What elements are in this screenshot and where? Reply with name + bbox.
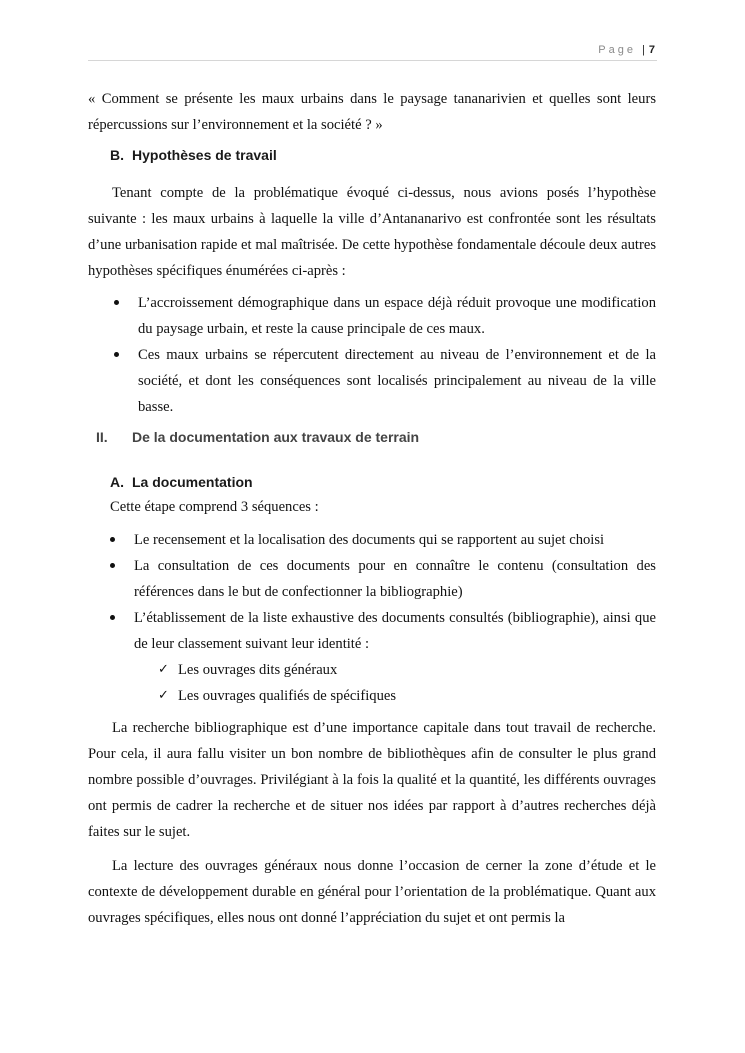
list-item	[110, 527, 656, 553]
bullet-icon	[110, 537, 115, 542]
heading-hypotheses-label: B.	[110, 147, 124, 163]
list-item	[158, 683, 656, 709]
heading-hypotheses-title: Hypothèses de travail	[132, 147, 277, 163]
heading-documentation	[110, 471, 656, 493]
list-item-text: La consultation de ces documents pour en connaître le contenu (consultation des références dans le but de confectionner la bibliographie)	[134, 558, 656, 600]
list-item	[114, 290, 656, 342]
list-item	[110, 605, 656, 657]
list-item	[110, 553, 656, 605]
page-separator: |	[642, 44, 645, 56]
heading-a-title: La documentation	[132, 474, 253, 490]
list-item-text: Ces maux urbains se répercutent directement au niveau de l’environnement et de la société, et dont les conséquences sont localisés principalement au niveau de la ville basse.	[138, 347, 656, 415]
heading-a-label: A.	[110, 474, 124, 490]
bullet-icon	[110, 563, 115, 568]
checkmark-icon: ✓	[158, 688, 169, 703]
list-item	[158, 657, 656, 683]
hypotheses-paragraph: Tenant compte de la problématique évoqué ci-dessus, nous avions posés l’hypothèse suivante : les maux urbains à laquelle la ville d’Antananarivo est confrontée sont les résultats d’une urbanisation rapide et mal maîtrisée. De cette hypothèse fondamentale découle deux autres hypothèses spécifiques énumérées ci-après :	[88, 185, 656, 279]
bibliography-paragraph: La recherche bibliographique est d’une importance capitale dans tout travail de recherche. Pour cela, il aura fallu visiter un bon nombre de bibliothèques afin de consulter le plus grand nombre possible d’ouvrages. Privilégiant à la fois la qualité et la quantité, les différents ouvrages ont permis de cadrer la recherche et de situer nos idées par rapport à d’autres recherches déjà faites sur le sujet.	[88, 720, 656, 840]
bullet-icon	[114, 300, 119, 305]
page-header	[88, 38, 657, 61]
heading-hypotheses	[110, 144, 656, 166]
heading-documentation-terrain	[96, 426, 656, 448]
list-item	[114, 342, 656, 420]
heading-ii-label: II.	[96, 429, 108, 445]
hypotheses-list	[114, 290, 656, 420]
page-number: 7	[648, 44, 655, 56]
bullet-icon	[114, 352, 119, 357]
page-label: Page	[598, 44, 636, 56]
intro-question: « Comment se présente les maux urbains dans le paysage tananarivien et quelles sont leurs répercussions sur l’environnement et la société ? »	[88, 91, 656, 133]
documentation-list	[110, 527, 656, 657]
page-body	[88, 86, 656, 931]
documentation-intro: Cette étape comprend 3 séquences :	[110, 499, 319, 515]
checkmark-icon: ✓	[158, 662, 169, 677]
list-item-text: L’accroissement démographique dans un espace déjà réduit provoque une modification du paysage urbain, et reste la cause principale de ces maux.	[138, 295, 656, 337]
bullet-icon	[110, 615, 115, 620]
page-number-label	[598, 44, 655, 56]
document-types-list	[158, 657, 656, 709]
reading-paragraph: La lecture des ouvrages généraux nous donne l’occasion de cerner la zone d’étude et le contexte de développement durable en général pour l’orientation de la problématique. Quant aux ouvrages spécifiques, elles nous ont donné l’appréciation du sujet et ont permis la	[88, 858, 656, 926]
list-item-text: Le recensement et la localisation des documents qui se rapportent au sujet choisi	[134, 532, 605, 548]
list-item-text: Les ouvrages qualifiés de spécifiques	[178, 688, 397, 704]
list-item-text: Les ouvrages dits généraux	[178, 662, 338, 678]
list-item-text: L’établissement de la liste exhaustive des documents consultés (bibliographie), ainsi que de leur classement suivant leur identité :	[134, 610, 656, 652]
heading-ii-title: De la documentation aux travaux de terrain	[132, 429, 420, 445]
